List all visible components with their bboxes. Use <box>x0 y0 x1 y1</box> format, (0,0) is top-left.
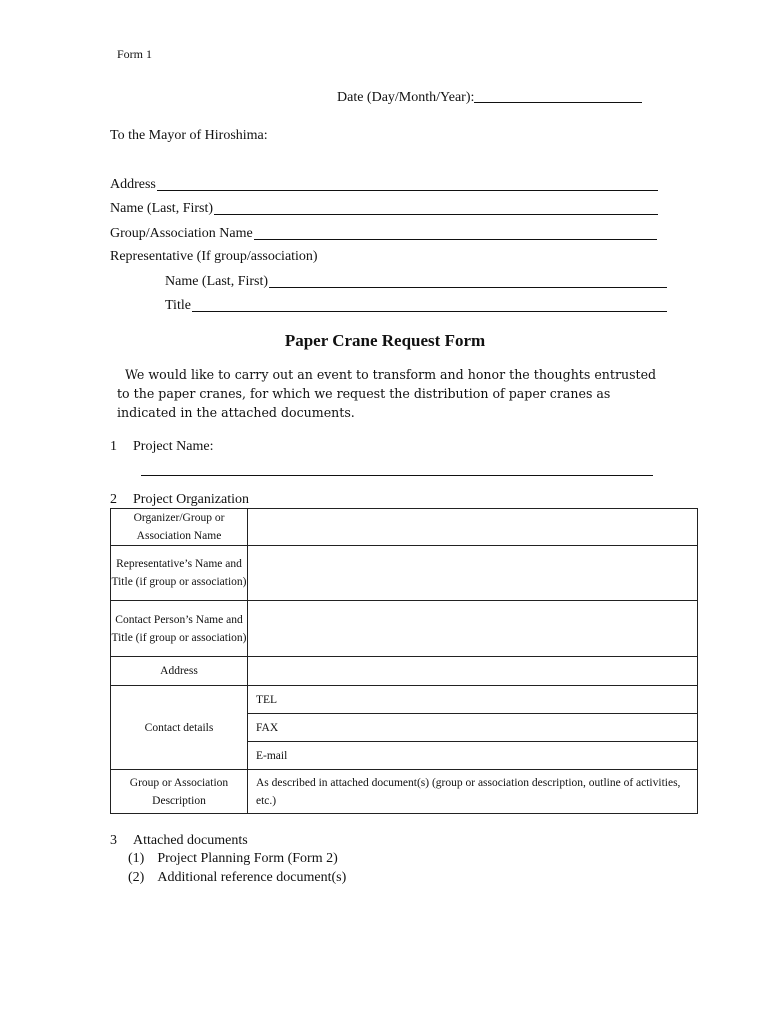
organizer-input[interactable] <box>248 509 698 546</box>
representative-heading <box>110 249 318 265</box>
representative-input[interactable] <box>248 546 698 601</box>
date-input-line[interactable] <box>474 88 642 103</box>
email-field[interactable] <box>248 742 698 770</box>
address-field <box>110 176 658 193</box>
recipient-line: To the Mayor of Hiroshima: <box>110 128 268 143</box>
contact-person-input[interactable] <box>248 601 698 657</box>
rep-title-field <box>165 297 667 314</box>
tel-field[interactable] <box>248 686 698 714</box>
email-label: E-mail <box>256 749 288 762</box>
tel-label: TEL <box>256 693 278 706</box>
attachment-1-text: Project Planning Form (Form 2) <box>157 851 338 866</box>
rep-name-label: Name (Last, First) <box>165 274 269 289</box>
representative-row-label: Representative’s Name and Title (if group or association) <box>111 546 248 601</box>
contact-details-label: Contact details <box>111 686 248 770</box>
section-1-number: 1 <box>110 439 117 454</box>
rep-name-field <box>165 273 667 290</box>
table-row <box>111 546 698 601</box>
attachment-2-text: Additional reference document(s) <box>157 870 347 885</box>
intro-text: We would like to carry out an event to transform and honor the thoughts entrusted to the paper cranes, for which we request the distribution of paper cranes as indicated in the attached documents. <box>117 367 657 420</box>
address-label: Address <box>110 177 156 192</box>
date-field <box>337 88 642 106</box>
group-name-field <box>110 225 657 242</box>
project-organization-table <box>110 508 698 814</box>
org-address-label: Address <box>111 657 248 686</box>
name-input-line[interactable] <box>214 200 658 215</box>
section-3-label: Attached documents <box>133 833 248 848</box>
section-2-number: 2 <box>110 492 117 507</box>
table-row <box>111 770 698 814</box>
section-3-number: 3 <box>110 833 117 848</box>
section-1-label: Project Name: <box>133 439 214 454</box>
project-name-input-line[interactable] <box>141 475 653 476</box>
section-2-heading <box>110 492 249 508</box>
list-item <box>128 870 346 886</box>
table-row <box>111 686 698 714</box>
fax-label: FAX <box>256 721 279 734</box>
organizer-label: Organizer/Group or Association Name <box>111 509 248 546</box>
group-name-label: Group/Association Name <box>110 226 253 241</box>
fax-field[interactable] <box>248 714 698 742</box>
date-label: Date (Day/Month/Year): <box>337 90 475 105</box>
attachment-2-number: (2) <box>128 870 145 885</box>
group-name-input-line[interactable] <box>254 225 657 240</box>
table-row <box>111 509 698 546</box>
org-address-input[interactable] <box>248 657 698 686</box>
form-number: Form 1 <box>117 47 153 61</box>
rep-title-input-line[interactable] <box>192 297 667 312</box>
attachment-1-number: (1) <box>128 851 145 866</box>
address-input-line[interactable] <box>157 176 658 191</box>
form-title: Paper Crane Request Form <box>284 331 486 350</box>
section-3-heading <box>110 833 248 849</box>
rep-title-label: Title <box>165 298 191 313</box>
representative-label: Representative (If group/association) <box>110 249 318 264</box>
table-row <box>111 657 698 686</box>
rep-name-input-line[interactable] <box>269 273 667 288</box>
name-label: Name (Last, First) <box>110 201 214 216</box>
contact-person-label: Contact Person’s Name and Title (if group or association) <box>111 601 248 657</box>
description-value: As described in attached document(s) (group or association description, outline of activities, etc.) <box>248 770 698 814</box>
name-field <box>110 200 658 217</box>
intro-paragraph <box>117 365 665 422</box>
section-1-heading <box>110 439 213 455</box>
section-2-label: Project Organization <box>133 492 249 507</box>
description-label: Group or Association Description <box>111 770 248 814</box>
table-row <box>111 601 698 657</box>
list-item <box>128 851 338 867</box>
